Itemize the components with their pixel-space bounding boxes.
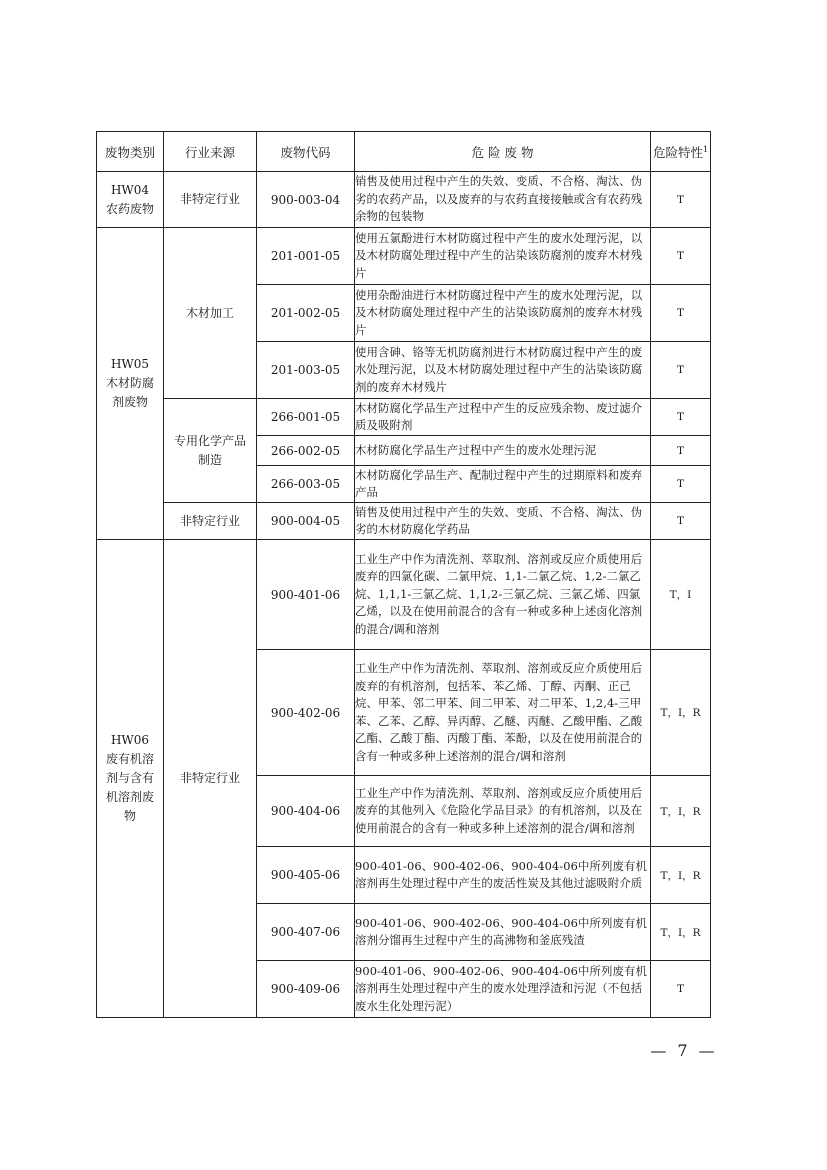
waste-code-cell: 201-003-05 (257, 342, 355, 399)
hazard-property-cell: T (651, 285, 711, 342)
waste-description-cell: 销售及使用过程中产生的失效、变质、不合格、淘汰、伪劣的木材防腐化学药品 (355, 503, 651, 540)
table-row (97, 172, 711, 228)
table-row (97, 540, 711, 650)
hazard-property-cell: T (651, 503, 711, 540)
industry-source-cell: 非特定行业 (164, 172, 257, 228)
header-hazard-note: 1 (702, 144, 709, 154)
waste-code-cell: 900-402-06 (257, 650, 355, 776)
table-header-row (97, 132, 711, 172)
hazard-property-cell: T，I，R (651, 650, 711, 776)
table-body (97, 172, 711, 1018)
waste-code-cell: 266-002-05 (257, 436, 355, 466)
waste-code-cell: 201-002-05 (257, 285, 355, 342)
waste-code-cell: 900-407-06 (257, 904, 355, 961)
hazard-property-cell: T (651, 436, 711, 466)
header-waste: 危 险 废 物 (355, 132, 651, 172)
waste-code-cell: 900-405-06 (257, 847, 355, 904)
hazard-property-cell: T，I，R (651, 847, 711, 904)
table-row (97, 399, 711, 436)
header-hazard (651, 132, 711, 172)
table-row (97, 228, 711, 285)
hazard-property-cell: T (651, 399, 711, 436)
waste-description-cell: 木材防腐化学品生产、配制过程中产生的过期原料和废弃产品 (355, 466, 651, 503)
waste-description-cell: 木材防腐化学品生产过程中产生的废水处理污泥 (355, 436, 651, 466)
waste-category-cell: HW06 废有机溶 剂与含有 机溶剂废 物 (97, 540, 164, 1018)
hazardous-waste-table (96, 131, 711, 1018)
page-number: — 7 — (650, 1041, 718, 1060)
industry-source-cell: 专用化学产品 制造 (164, 399, 257, 503)
hazard-property-cell: T，I，R (651, 904, 711, 961)
industry-source-cell: 非特定行业 (164, 540, 257, 1018)
hazard-property-cell: T (651, 228, 711, 285)
waste-code-cell: 900-401-06 (257, 540, 355, 650)
waste-description-cell: 使用杂酚油进行木材防腐过程中产生的废水处理污泥，以及木材防腐处理过程中产生的沾染该防腐剂的废弃木材残片 (355, 285, 651, 342)
waste-description-cell: 工业生产中作为清洗剂、萃取剂、溶剂或反应介质使用后废弃的其他列入《危险化学品目录》的有机溶剂，以及在使用前混合的含有一种或多种上述溶剂的混合/调和溶剂 (355, 776, 651, 847)
waste-code-cell: 900-003-04 (257, 172, 355, 228)
industry-source-cell: 非特定行业 (164, 503, 257, 540)
hazard-property-cell: T (651, 172, 711, 228)
waste-description-cell: 900-401-06、900-402-06、900-404-06中所列废有机溶剂分馏再生过程中产生的高沸物和釜底残渣 (355, 904, 651, 961)
waste-code-cell: 900-004-05 (257, 503, 355, 540)
hazard-property-cell: T，I (651, 540, 711, 650)
waste-code-cell: 900-404-06 (257, 776, 355, 847)
waste-code-cell: 900-409-06 (257, 961, 355, 1018)
waste-description-cell: 900-401-06、900-402-06、900-404-06中所列废有机溶剂再生处理过程中产生的废水处理浮渣和污泥（不包括废水生化处理污泥） (355, 961, 651, 1018)
waste-code-cell: 266-003-05 (257, 466, 355, 503)
header-code: 废物代码 (257, 132, 355, 172)
waste-category-cell: HW04 农药废物 (97, 172, 164, 228)
hazard-property-cell: T (651, 466, 711, 503)
table-row (97, 503, 711, 540)
header-source: 行业来源 (164, 132, 257, 172)
header-hazard-label: 危险特性 (652, 144, 703, 160)
waste-category-cell: HW05 木材防腐 剂废物 (97, 228, 164, 540)
waste-description-cell: 使用含砷、铬等无机防腐剂进行木材防腐过程中产生的废水处理污泥，以及木材防腐处理过程中产生的沾染该防腐剂的废弃木材残片 (355, 342, 651, 399)
waste-description-cell: 销售及使用过程中产生的失效、变质、不合格、淘汰、伪劣的农药产品，以及废弃的与农药直接接触或含有农药残余物的包装物 (355, 172, 651, 228)
waste-description-cell: 木材防腐化学品生产过程中产生的反应残余物、废过滤介质及吸附剂 (355, 399, 651, 436)
waste-description-cell: 工业生产中作为清洗剂、萃取剂、溶剂或反应介质使用后废弃的四氯化碳、二氯甲烷、1,1-二氯乙烷、1,2-二氯乙烷、1,1,1-三氯乙烷、1,1,2-三氯乙烷、三氯乙烯、四氯乙烯，以及在使用前混合的含有一种或多种上述卤化溶剂的混合/调和溶剂 (355, 540, 651, 650)
waste-description-cell: 使用五氯酚进行木材防腐过程中产生的废水处理污泥，以及木材防腐处理过程中产生的沾染该防腐剂的废弃木材残片 (355, 228, 651, 285)
hazard-property-cell: T，I，R (651, 776, 711, 847)
header-category: 废物类别 (97, 132, 164, 172)
waste-description-cell: 工业生产中作为清洗剂、萃取剂、溶剂或反应介质使用后废弃的有机溶剂，包括苯、苯乙烯、丁醇、丙酮、正己烷、甲苯、邻二甲苯、间二甲苯、对二甲苯、1,2,4-三甲苯、乙苯、乙醇、异丙醇、乙醚、丙醚、乙酸甲酯、乙酸乙酯、乙酸丁酯、丙酸丁酯、苯酚，以及在使用前混合的含有一种或多种上述溶剂的混合/调和溶剂 (355, 650, 651, 776)
waste-code-cell: 201-001-05 (257, 228, 355, 285)
waste-description-cell: 900-401-06、900-402-06、900-404-06中所列废有机溶剂再生处理过程中产生的废活性炭及其他过滤吸附介质 (355, 847, 651, 904)
hazard-property-cell: T (651, 342, 711, 399)
industry-source-cell: 木材加工 (164, 228, 257, 399)
hazard-property-cell: T (651, 961, 711, 1018)
waste-code-cell: 266-001-05 (257, 399, 355, 436)
